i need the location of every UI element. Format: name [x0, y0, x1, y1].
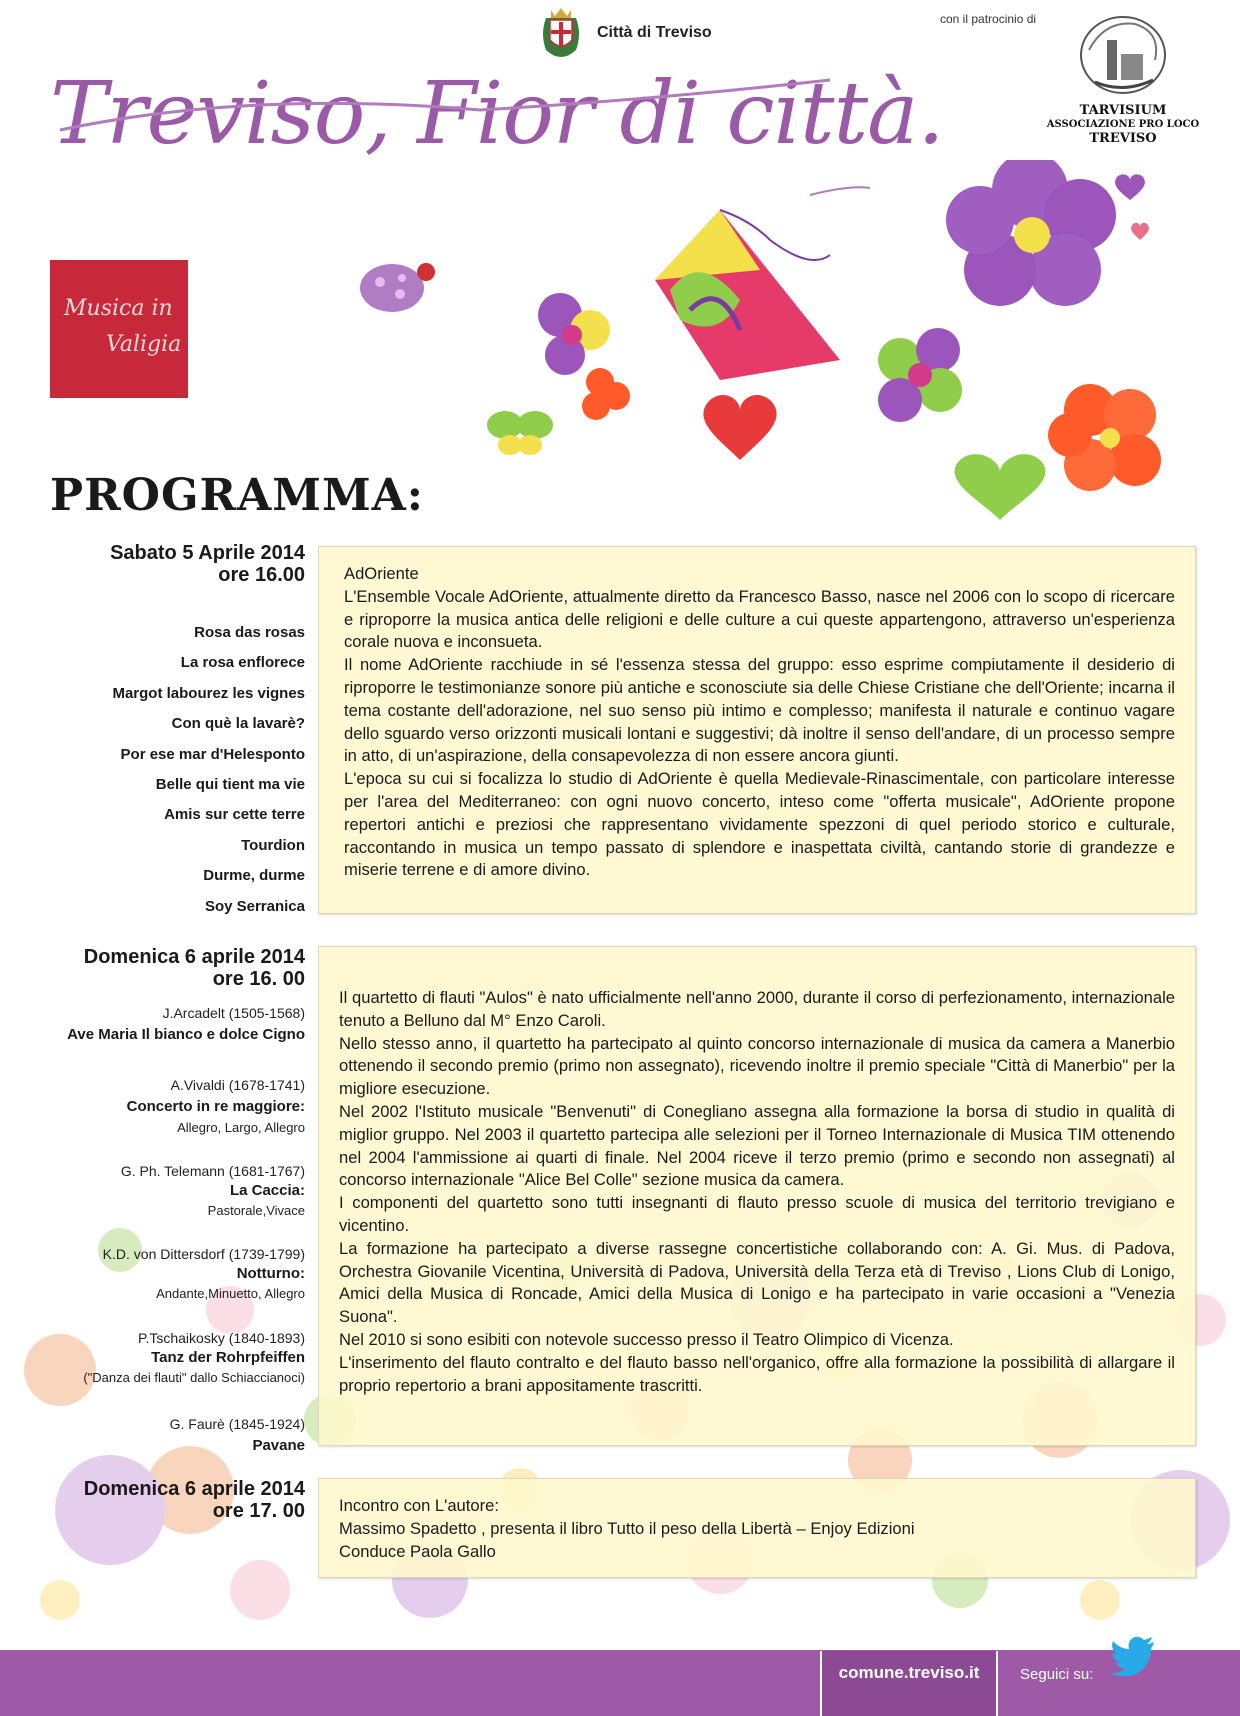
song-item: Rosa das rosas	[194, 624, 305, 641]
event2-piece	[83, 1328, 305, 1388]
song-item: Margot labourez les vignes	[112, 684, 305, 702]
composer: P.Tschaikosky (1840-1893)	[137, 1330, 305, 1346]
movements: Allegro, Largo, Allegro	[177, 1120, 305, 1135]
event2-date-block	[84, 946, 305, 990]
event2-description-box	[318, 946, 1196, 1446]
red-flower-icon	[1048, 384, 1161, 491]
tarvisium-line2: ASSOCIAZIONE PRO LOCO	[1046, 119, 1200, 130]
composer: G. Ph. Telemann (1681-1767)	[120, 1163, 305, 1179]
decorative-flowers-illustration	[340, 160, 1220, 530]
main-title: Treviso, Fior di città.	[50, 64, 944, 164]
tarvisium-logo-icon	[1075, 10, 1171, 100]
orange-flower-icon	[582, 368, 630, 420]
event2-paragraph: Il quartetto di flauti "Aulos" è nato ufficialmente nell'anno 2000, durante il corso di perfezionamento, internazionale tenuto a Belluno dal M° Enzo Caroli.	[339, 988, 1175, 1030]
footer-bar	[0, 1650, 1240, 1716]
programma-heading: PROGRAMMA:	[50, 470, 425, 521]
city-name: Città di Treviso	[597, 24, 712, 41]
event1-song-list	[112, 618, 305, 922]
tarvisium-text	[1040, 103, 1206, 146]
event1-description-box	[318, 546, 1196, 914]
event2-paragraph: Nel 2010 si sono esibiti con notevole successo presso il Teatro Olimpico di Vicenza.	[339, 1329, 954, 1349]
work-title: Notturno:	[236, 1265, 305, 1282]
composer: J.Arcadelt (1505-1568)	[162, 1005, 305, 1021]
event3-line: Conduce Paola Gallo	[339, 1541, 496, 1561]
song-item: Amis sur cette terre	[164, 806, 305, 824]
twitter-bird-icon[interactable]	[1110, 1636, 1156, 1676]
event3-time: ore 17. 00	[212, 1500, 305, 1522]
event2-paragraph: I componenti del quartetto sono tutti insegnanti di flauto presso scuole di musica del territorio trevigiano e vicentino.	[339, 1193, 1175, 1235]
work-title: Tanz der Rohrpfeiffen	[151, 1349, 305, 1366]
event3-date-block	[84, 1478, 305, 1522]
ladybug-icon	[360, 263, 435, 312]
composer: K.D. von Dittersdorf (1739-1799)	[102, 1246, 305, 1262]
event3-date: Domenica 6 aprile 2014	[83, 1478, 305, 1500]
event2-piece	[103, 1244, 305, 1304]
tarvisium-line1: TARVISIUM	[1079, 103, 1167, 118]
musica-in-valigia-logo	[50, 260, 188, 398]
green-flower-icon	[878, 328, 962, 422]
footer-follow-label: Seguici su:	[1020, 1666, 1094, 1683]
movements: Andante,Minuetto, Allegro	[156, 1286, 305, 1301]
song-item: Por ese mar d'Helesponto	[120, 745, 305, 763]
event1-paragraph: Il nome AdOriente racchiude in sé l'essenza stessa del gruppo: esso esprime compiutamente il desiderio di riproporre le testimonianze sonore più antiche e sconosciute sia delle Chiese Cristiane che dell'Oriente; incarna il tema costante dell'adorazione, nel suo senso più intimo e complesso; manifesta il naturale e continuo vagare dello sguardo verso orizzonti musicali lontani e suggestivi; dà inoltre il senso dell'andare, di un processo sempre in atto, di un'aspirazione, della consapevolezza di non essere ancora giunti.	[344, 655, 1175, 766]
tarvisium-line3: TREVISO	[1089, 131, 1157, 146]
purple-flower-icon	[946, 160, 1116, 306]
footer-website-link[interactable]: comune.treviso.it	[820, 1651, 998, 1716]
event3-description-box	[318, 1478, 1196, 1578]
composer: A.Vivaldi (1678-1741)	[170, 1077, 305, 1093]
song-item: Soy Serranica	[204, 897, 305, 915]
event2-paragraph: Nello stesso anno, il quartetto ha partecipato al quinto concorso internazionale di musica da camera a Manerbio ottenendo il secondo premio (primo non assegnato), ricevendo inoltre il premio speciale "Città di Manerbio" per la migliore esecuzione.	[339, 1033, 1175, 1099]
composer: G. Faurè (1845-1924)	[169, 1416, 305, 1432]
work-title: La Caccia:	[229, 1182, 305, 1199]
event2-date: Domenica 6 aprile 2014	[83, 946, 305, 968]
city-crest-icon	[538, 4, 584, 62]
work-title: Ave Maria Il bianco e dolce Cigno	[67, 1026, 305, 1043]
event1-date-block	[110, 542, 305, 586]
event1-paragraph: AdOriente	[344, 564, 419, 583]
event2-paragraph: La formazione ha partecipato a diverse rassegne concertistiche collaborando con: A. Gi. Mus. di Padova, Orchestra Giovanile Vicentina, Università di Padova, Università della Terza età di Treviso , Lions Club di Lonigo, Amici della Musica di Roncade, Amici della Musica di Lonigo e ha partecipato in varie occasioni a "Venezia Suona".	[339, 1238, 1175, 1327]
movements: Pastorale,Vivace	[207, 1203, 305, 1218]
event3-line: Incontro con L'autore:	[339, 1496, 499, 1515]
song-item: Con què la lavarè?	[171, 715, 305, 733]
event3-line: Massimo Spadetto , presenta il libro Tutto il peso della Libertà – Enjoy Edizioni	[339, 1518, 915, 1538]
event1-date: Sabato 5 Aprile 2014	[110, 542, 305, 564]
heart-icon	[955, 454, 1046, 520]
musica-logo-line1: Musica in	[64, 296, 173, 321]
event2-time: ore 16. 00	[212, 968, 305, 990]
event1-paragraph: L'epoca su cui si focalizza lo studio di AdOriente è quella Medievale-Rinascimentale, con particolare interesse per l'area del Mediterraneo: con ogni nuovo concerto, inteso come "offerta musicale", AdOriente propone repertori antichi e preziosi che rappresentano vividamente spezzoni di quel periodo storico e culturale, raccontando in musica un tempo passato di splendore e inaspettata civiltà, cantando storie di grandezze e miserie terrene e di amore divino.	[344, 769, 1175, 880]
event2-piece	[121, 1161, 305, 1221]
heart-icon	[703, 395, 776, 460]
event2-piece	[127, 1075, 305, 1138]
event1-paragraph: L'Ensemble Vocale AdOriente, attualmente diretto da Francesco Basso, nasce nel 2006 con lo scopo di ricercare e riproporre la musica antica delle religioni e delle culture a cui queste appartengono, attraverso un'esperienza corale nuova e inconsueta.	[344, 586, 1175, 652]
movements: ("Danza dei flauti" dallo Schiaccianoci)	[83, 1370, 305, 1385]
kite-icon	[655, 210, 840, 380]
patronage-label: con il patrocinio di	[940, 12, 1037, 26]
event2-piece	[170, 1414, 305, 1456]
event2-paragraph: Nel 2002 l'Istituto musicale "Benvenuti" di Conegliano assegna alla formazione la borsa di studio in qualità di miglior gruppo. Nel 2003 il quartetto partecipa alle selezioni per il Torneo Internazionale di Musica TIM ottenendo nel 2004 l'ammissione ai quarti di finale. Nel 2004 riceve il terzo premio (primo e secondo non assegnati) al concorso internazionale "Alice Bel Colle" sezione musica da camera.	[339, 1101, 1175, 1190]
song-item: La rosa enflorece	[180, 654, 305, 672]
event2-paragraph: L'inserimento del flauto contralto e del flauto basso nell'organico, offre alla formazione la possibilità di allargare il proprio repertorio a brani appositamente trascritti.	[339, 1352, 1175, 1395]
event2-piece	[67, 1003, 305, 1045]
work-title: Pavane	[252, 1437, 305, 1454]
musica-logo-line2: Valigia	[106, 332, 182, 357]
butterfly-icon	[487, 411, 553, 455]
event1-time: ore 16.00	[218, 564, 305, 586]
song-item: Tourdion	[241, 836, 305, 854]
work-title: Concerto in re maggiore:	[126, 1098, 305, 1115]
small-flower-icon	[538, 293, 610, 375]
song-item: Durme, durme	[203, 867, 305, 885]
song-item: Belle qui tient ma vie	[155, 776, 305, 794]
